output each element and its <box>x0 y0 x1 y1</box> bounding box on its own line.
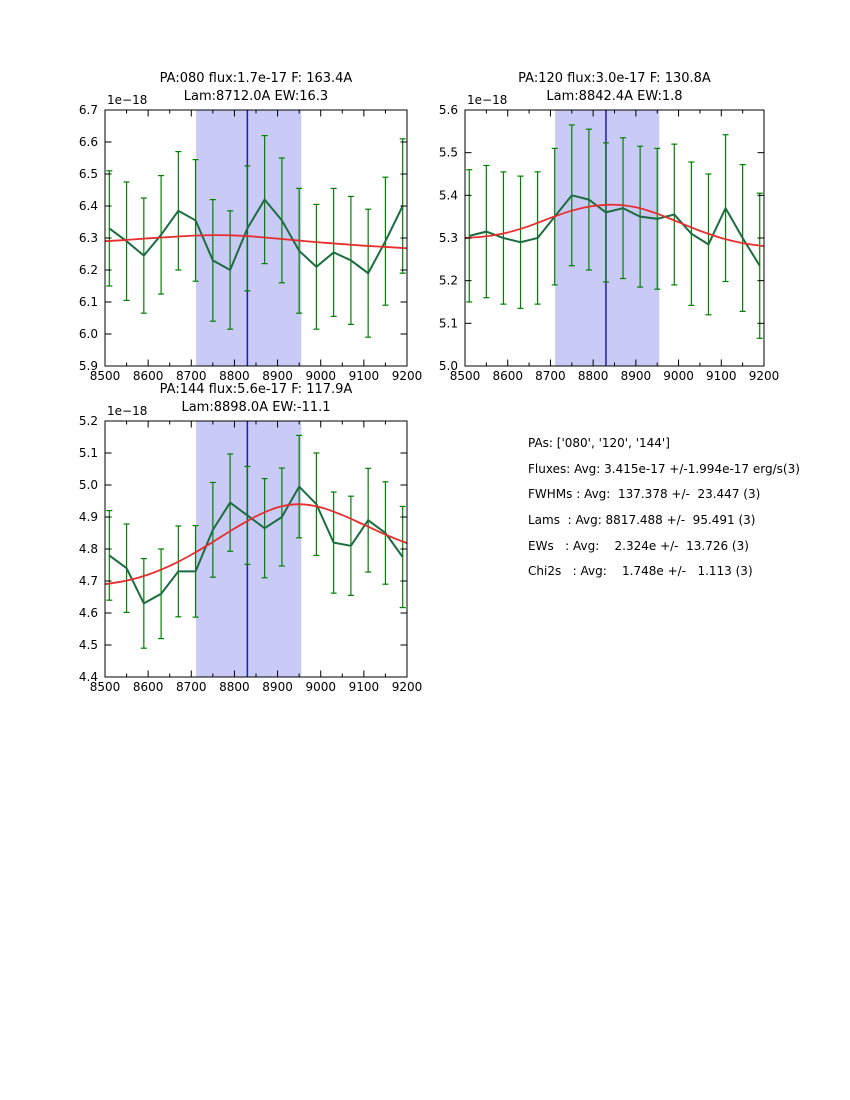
y-tick-label: 6.0 <box>78 327 98 341</box>
x-tick-label: 9200 <box>748 369 780 383</box>
y-tick-label: 5.0 <box>78 478 98 492</box>
chart-pa-120 <box>439 71 779 383</box>
x-tick-label: 8500 <box>449 369 481 383</box>
x-tick-label: 8500 <box>89 680 121 694</box>
y-tick-label: 6.3 <box>78 231 98 245</box>
x-tick-label: 8500 <box>89 369 121 383</box>
y-tick-label: 5.5 <box>438 145 458 160</box>
y-tick-label: 6.7 <box>78 103 98 117</box>
y-tick-label: 5.2 <box>438 273 458 288</box>
chart-pa-144 <box>79 382 422 694</box>
x-tick-label: 9100 <box>706 369 737 383</box>
stat-line-fluxes: Fluxes: Avg: 3.415e-17 +/-1.994e-17 erg/s(3) <box>528 461 800 476</box>
x-tick-label: 8900 <box>262 680 293 694</box>
stat-line-pas: PAs: ['080', '120', '144'] <box>528 436 670 450</box>
x-tick-label: 8800 <box>219 680 250 694</box>
selection-band <box>196 110 301 366</box>
x-tick-label: 8900 <box>620 369 652 383</box>
y-tick-label: 4.8 <box>78 542 98 556</box>
x-tick-label: 9100 <box>348 369 380 383</box>
y-tick-label: 6.4 <box>78 199 98 213</box>
x-tick-label: 9000 <box>305 680 336 694</box>
y-tick-label: 4.5 <box>78 638 98 652</box>
chart-title-line1: PA:144 flux:5.6e-17 F: 117.9A <box>159 382 353 397</box>
y-tick-label: 6.1 <box>78 295 98 309</box>
selection-band <box>196 421 301 677</box>
y-tick-label: 6.2 <box>78 263 98 277</box>
y-tick-label: 5.3 <box>438 231 458 245</box>
x-tick-label: 8700 <box>176 369 207 383</box>
stat-line-chi2s: Chi2s : Avg: 1.748e +/- 1.113 (3) <box>528 564 753 579</box>
x-tick-label: 8900 <box>262 369 293 383</box>
y-tick-label: 5.2 <box>78 414 98 428</box>
y-tick-label: 4.6 <box>78 606 98 620</box>
selection-band <box>555 110 659 366</box>
stat-line-ews: EWs : Avg: 2.324e +/- 13.726 (3) <box>528 538 749 553</box>
y-tick-label: 4.4 <box>78 670 98 684</box>
chart-title-line2: Lam:8842.4A EW:1.8 <box>546 89 683 104</box>
x-tick-label: 8600 <box>132 680 164 694</box>
axis-offset-label: 1e−18 <box>467 93 508 107</box>
x-tick-label: 9000 <box>663 369 694 383</box>
x-tick-label: 8700 <box>176 680 207 694</box>
x-tick-label: 8600 <box>132 369 164 383</box>
axis-offset-label: 1e−18 <box>107 93 148 107</box>
chart-title-line1: PA:120 flux:3.0e-17 F: 130.8A <box>518 71 711 86</box>
chart-pa-080 <box>79 71 422 383</box>
y-tick-label: 4.9 <box>78 510 98 524</box>
stats-panel <box>528 431 800 585</box>
y-tick-label: 6.6 <box>78 135 98 149</box>
stat-line-fwhms: FWHMs : Avg: 137.378 +/- 23.447 (3) <box>528 487 761 502</box>
x-tick-label: 8700 <box>535 369 566 383</box>
chart-title-line1: PA:080 flux:1.7e-17 F: 163.4A <box>159 71 353 86</box>
x-tick-label: 8600 <box>492 369 523 383</box>
x-tick-label: 9200 <box>391 369 423 383</box>
stat-line-lams: Lams : Avg: 8817.488 +/- 95.491 (3) <box>528 513 756 528</box>
chart-title-line2: Lam:8712.0A EW:16.3 <box>183 89 329 104</box>
y-tick-label: 5.6 <box>438 103 458 117</box>
x-tick-label: 8800 <box>219 369 250 383</box>
y-tick-label: 5.4 <box>438 188 458 203</box>
y-tick-label: 5.1 <box>438 316 458 331</box>
y-tick-label: 5.0 <box>438 359 458 373</box>
y-tick-label: 5.1 <box>78 446 98 460</box>
axis-offset-label: 1e−18 <box>107 404 148 418</box>
y-tick-label: 4.7 <box>78 574 98 588</box>
x-tick-label: 8800 <box>577 369 609 383</box>
y-tick-label: 6.5 <box>78 167 98 181</box>
x-tick-label: 9000 <box>305 369 336 383</box>
x-tick-label: 9100 <box>348 680 380 694</box>
y-tick-label: 5.9 <box>78 359 98 373</box>
x-tick-label: 9200 <box>391 680 423 694</box>
chart-title-line2: Lam:8898.0A EW:-11.1 <box>181 400 331 415</box>
